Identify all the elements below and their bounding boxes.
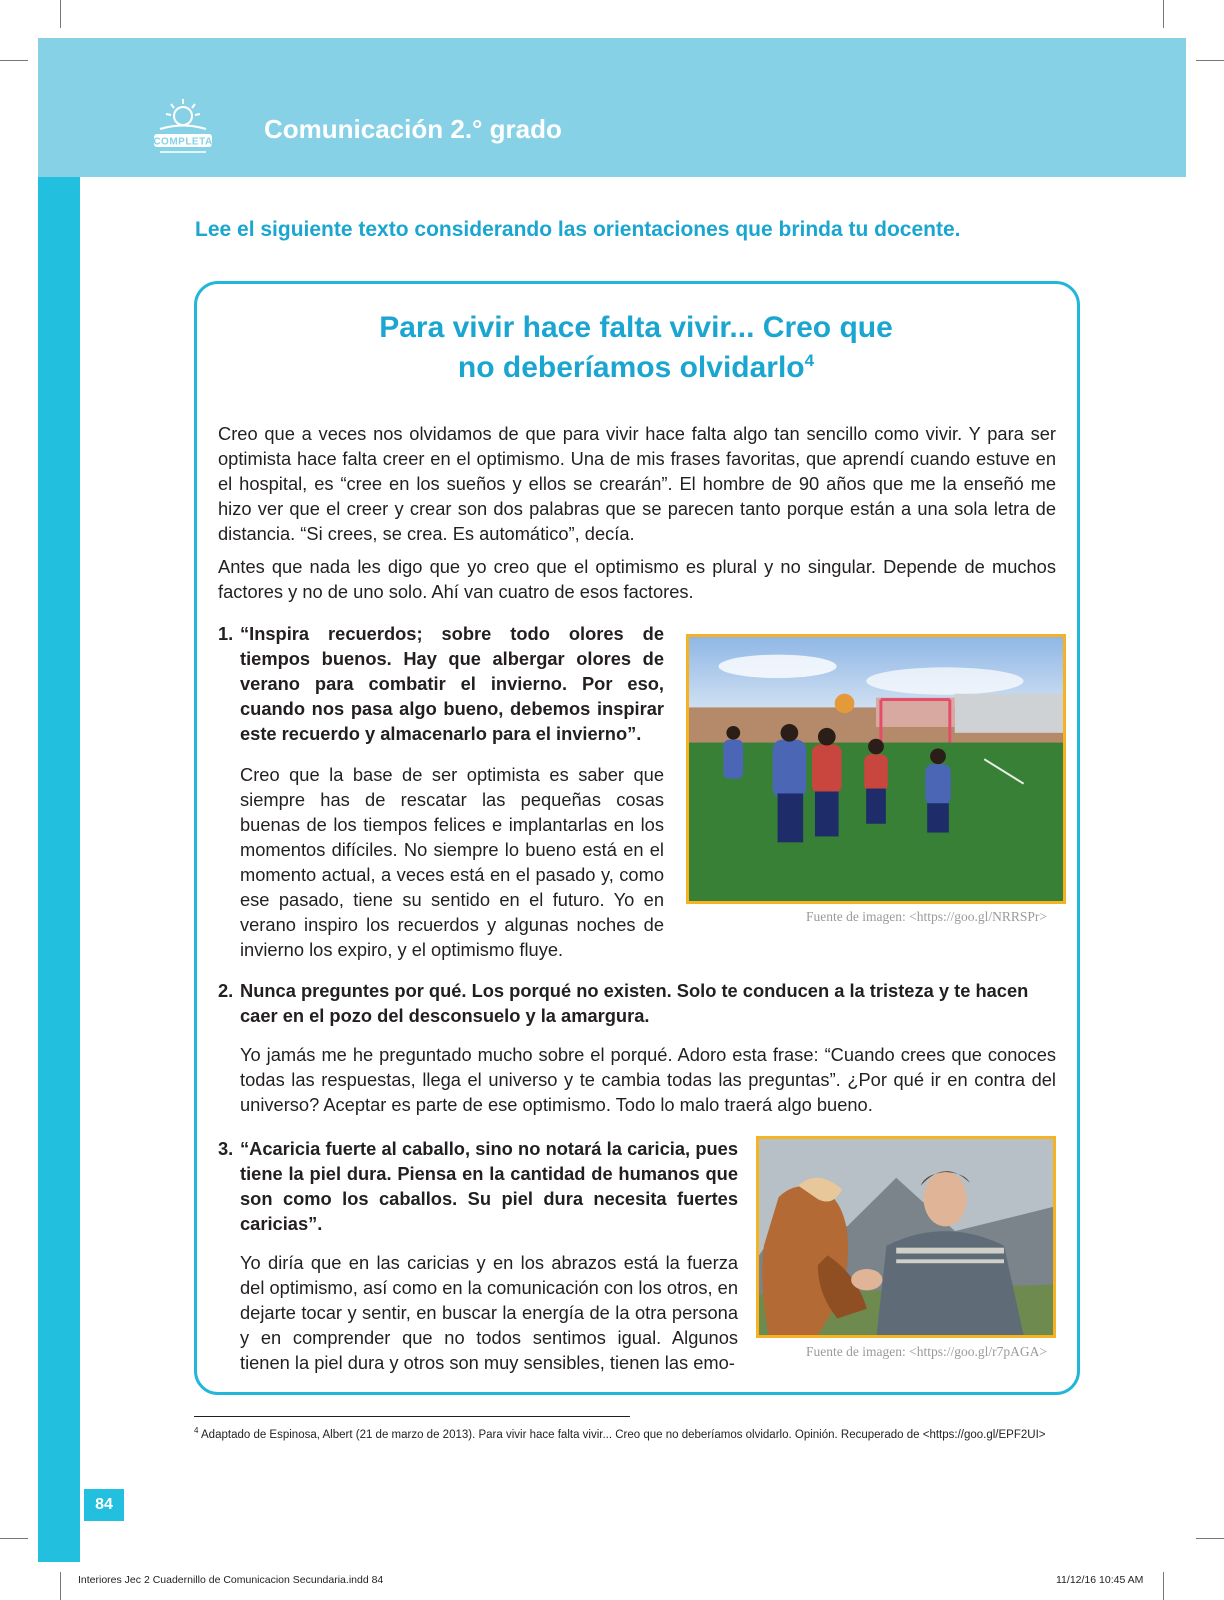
- horse-photo: [756, 1136, 1056, 1338]
- crop-mark: [60, 0, 61, 28]
- item-1-heading: “Inspira recuerdos; sobre todo olores de tiempos buenos. Hay que albergar olores de verano para combatir el invierno. Por eso, cuando nos pasa algo bueno, debemos inspirar este recuerdo y almacenarlo para el invierno”.: [240, 623, 664, 744]
- crop-mark: [0, 60, 28, 61]
- reading-title-line2: no deberíamos olvidarlo$^4$: [457, 351, 815, 384]
- crop-mark: [1196, 1538, 1224, 1539]
- slug-date: 11/12/16 10:45 AM: [1056, 1574, 1144, 1586]
- svg-text:COMPLETA: COMPLETA: [153, 136, 213, 148]
- photo-1-caption: Fuente de imagen: <https://goo.gl/NRRSPr>: [806, 909, 1047, 924]
- crop-mark: [0, 1538, 28, 1539]
- crop-mark: [1163, 1572, 1164, 1600]
- reading-title-line1: Para vivir hace falta vivir... Creo que: [379, 311, 893, 344]
- header-title: Comunicación 2.° grado: [264, 114, 562, 144]
- photo-3-caption: Fuente de imagen: <https://goo.gl/r7pAGA>: [806, 1344, 1047, 1359]
- footnote-ref: 4: [804, 351, 815, 370]
- instruction-text: Lee el siguiente texto considerando las orientaciones que brinda tu docente.: [195, 218, 961, 241]
- item-3-body: Yo diría que en las caricias y en los abrazos está la fuerza del optimismo, así como en la comunicación con los otros, en dejarte tocar y sentir, en buscar la energía de la otra persona y en comprender que no todos sentimos igual. Algunos tienen la piel dura y otros son muy sensibles, tienen las emo-: [240, 1252, 738, 1373]
- intro-paragraph-2: Antes que nada les digo que yo creo que el optimismo es plural y no singular. Depende de muchos factores y no de uno solo. Ahí van cuatro de esos factores.: [218, 556, 1056, 602]
- slug-file: Interiores Jec 2 Cuadernillo de Comunicacion Secundaria.indd 84: [78, 1574, 384, 1586]
- footnote: [194, 1426, 1045, 1441]
- soccer-photo: [686, 634, 1066, 904]
- footnote-text: Adaptado de Espinosa, Albert (21 de marzo de 2013). Para vivir hace falta vivir... Creo que no deberíamos olvidarlo. Opinión. Recuperado de <https://goo.gl/EPF2UI>: [201, 1428, 1046, 1441]
- page-number: 84: [84, 1489, 124, 1521]
- item-number: 2.: [218, 980, 234, 1001]
- item-3-heading: “Acaricia fuerte al caballo, sino no notará la caricia, pues tiene la piel dura. Piensa en la cantidad de humanos que son como los caballos. Su piel dura necesita fuertes caricias”.: [240, 1138, 738, 1234]
- item-1-body: Creo que la base de ser optimista es saber que siempre has de rescatar las pequeñas cosas buenas de los tiempos felices e implantarlas en los momentos difíciles. No siempre lo bueno está en el momento actual, a veces está en el pasado y, como ese pasado, tiene su sentido en el futuro. Yo en verano inspiro los recuerdos y algunas noches de invierno los expiro, y el optimismo fluye.: [240, 764, 664, 960]
- item-2-body: Yo jamás me he preguntado mucho sobre el porqué. Adoro esta frase: “Cuando crees que conoces todas las respuestas, llega el universo y te cambia todas las preguntas”. ¿Por qué ir en contra del universo? Aceptar es parte de ese optimismo. Todo lo malo traerá algo bueno.: [240, 1044, 1056, 1115]
- side-band: [38, 177, 80, 1562]
- intro-paragraph-1: Creo que a veces nos olvidamos de que para vivir hace falta algo tan sencillo como vivir. Y para ser optimista hace falta creer en el optimismo. Una de mis frases favoritas, que aprendí cuando estuve en el hospital, es “cree en los sueños y ellos se crearán”. El hombre de 90 años que me la enseñó me hizo ver que el creer y crear son dos palabras que se parecen tanto porque están a una sola letra de distancia. “Si crees, se crea. Es automático”, decía.: [218, 423, 1056, 544]
- crop-mark: [1163, 0, 1164, 28]
- item-number: 1.: [218, 623, 234, 644]
- item-2-heading: Nunca preguntes por qué. Los porqué no existen. Solo te conducen a la tristeza y te hacen caer en el pozo del desconsuelo y la amargura.: [240, 980, 1029, 1026]
- crop-mark: [60, 1572, 61, 1600]
- jec-logo: [138, 96, 228, 158]
- item-number: 3.: [218, 1138, 234, 1159]
- crop-mark: [1196, 60, 1224, 61]
- footnote-number: 4: [194, 1426, 199, 1435]
- footnote-rule: [194, 1416, 630, 1417]
- reading-title: [200, 308, 1072, 388]
